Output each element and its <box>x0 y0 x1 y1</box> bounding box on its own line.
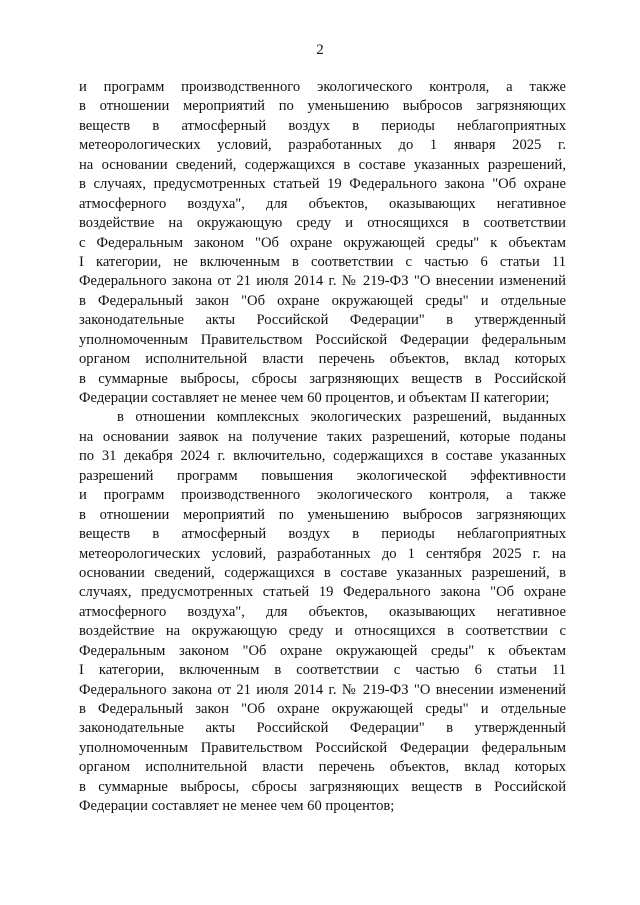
text-line: в Федеральный закон "Об охране окружающей среды" и отдельные <box>79 292 566 309</box>
text-line: законодательные акты Российской Федерации" в утвержденный <box>79 720 566 737</box>
text-line: на основании сведений, содержащихся в составе указанных разрешений, <box>79 156 566 173</box>
text-line: в Федеральный закон "Об охране окружающей среды" и отдельные <box>79 701 566 717</box>
text-line: в случаях, предусмотренных статьей 19 Федерального закона "Об охране <box>79 176 566 193</box>
text-line: Федерального закона от 21 июля 2014 г. № 219-ФЗ "О внесении изменений <box>79 273 566 290</box>
text-line: уполномоченным Правительством Российской Федерации федеральным <box>79 331 566 348</box>
text-line: случаях, предусмотренных статьей 19 Федерального закона "Об охране <box>79 584 566 601</box>
text-line: веществ в атмосферный воздух в периоды неблагоприятных <box>79 526 566 543</box>
text-line: основании сведений, содержащихся в составе указанных разрешений, в <box>79 564 566 581</box>
text-line: и программ производственного экологического контроля, а также <box>79 487 566 504</box>
text-line: органом исполнительной власти перечень объектов, вклад которых <box>79 351 566 368</box>
text-line: по 31 декабря 2024 г. включительно, содержащихся в составе указанных <box>79 448 566 465</box>
text-line: воздействие на окружающую среду и относящихся в соответствии с <box>79 623 566 640</box>
text-line: законодательные акты Российской Федерации" в утвержденный <box>79 312 566 329</box>
text-line: метеорологических условий, разработанных до 1 января 2025 г. <box>79 137 566 154</box>
text-line: в отношении мероприятий по уменьшению выбросов загрязняющих <box>79 506 566 523</box>
text-line: метеорологических условий, разработанных до 1 сентября 2025 г. на <box>79 545 566 562</box>
text-line: атмосферного воздуха", для объектов, оказывающих негативное <box>79 603 566 620</box>
text-line: в отношении комплексных экологических разрешений, выданных <box>117 409 566 426</box>
text-line: в суммарные выбросы, сбросы загрязняющих веществ в Российской <box>79 370 566 387</box>
text-line: Федерации составляет не менее чем 60 процентов; <box>79 798 395 815</box>
text-line: на основании заявок на получение таких разрешений, которые поданы <box>79 428 566 445</box>
text-line: и программ производственного экологического контроля, а также <box>79 79 566 95</box>
text-line: атмосферного воздуха", для объектов, оказывающих негативное <box>79 195 566 212</box>
text-line: воздействие на окружающую среду и относящихся в соответствии <box>79 215 566 232</box>
text-line: в отношении мероприятий по уменьшению выбросов загрязняющих <box>79 98 566 115</box>
text-line: в суммарные выбросы, сбросы загрязняющих веществ в Российской <box>79 778 566 795</box>
text-line: Федеральным законом "Об охране окружающей среды" к объектам <box>79 642 566 659</box>
text-line: веществ в атмосферный воздух в периоды неблагоприятных <box>79 117 566 134</box>
text-line: уполномоченным Правительством Российской Федерации федеральным <box>79 739 566 756</box>
text-line: Федерации составляет не менее чем 60 процентов, и объектам II категории; <box>79 390 550 406</box>
text-line: I категории, не включенным в соответствии с частью 6 статьи 11 <box>79 253 566 270</box>
text-line: разрешений программ повышения экологической эффективности <box>79 467 566 484</box>
document-body <box>79 78 566 817</box>
text-line: органом исполнительной власти перечень объектов, вклад которых <box>79 759 566 776</box>
page-number: 2 <box>316 42 324 58</box>
text-line: I категории, включенным в соответствии с частью 6 статьи 11 <box>79 662 566 679</box>
text-line: Федерального закона от 21 июля 2014 г. № 219-ФЗ "О внесении изменений <box>79 681 566 698</box>
text-line: с Федеральным законом "Об охране окружающей среды" к объектам <box>79 234 566 251</box>
